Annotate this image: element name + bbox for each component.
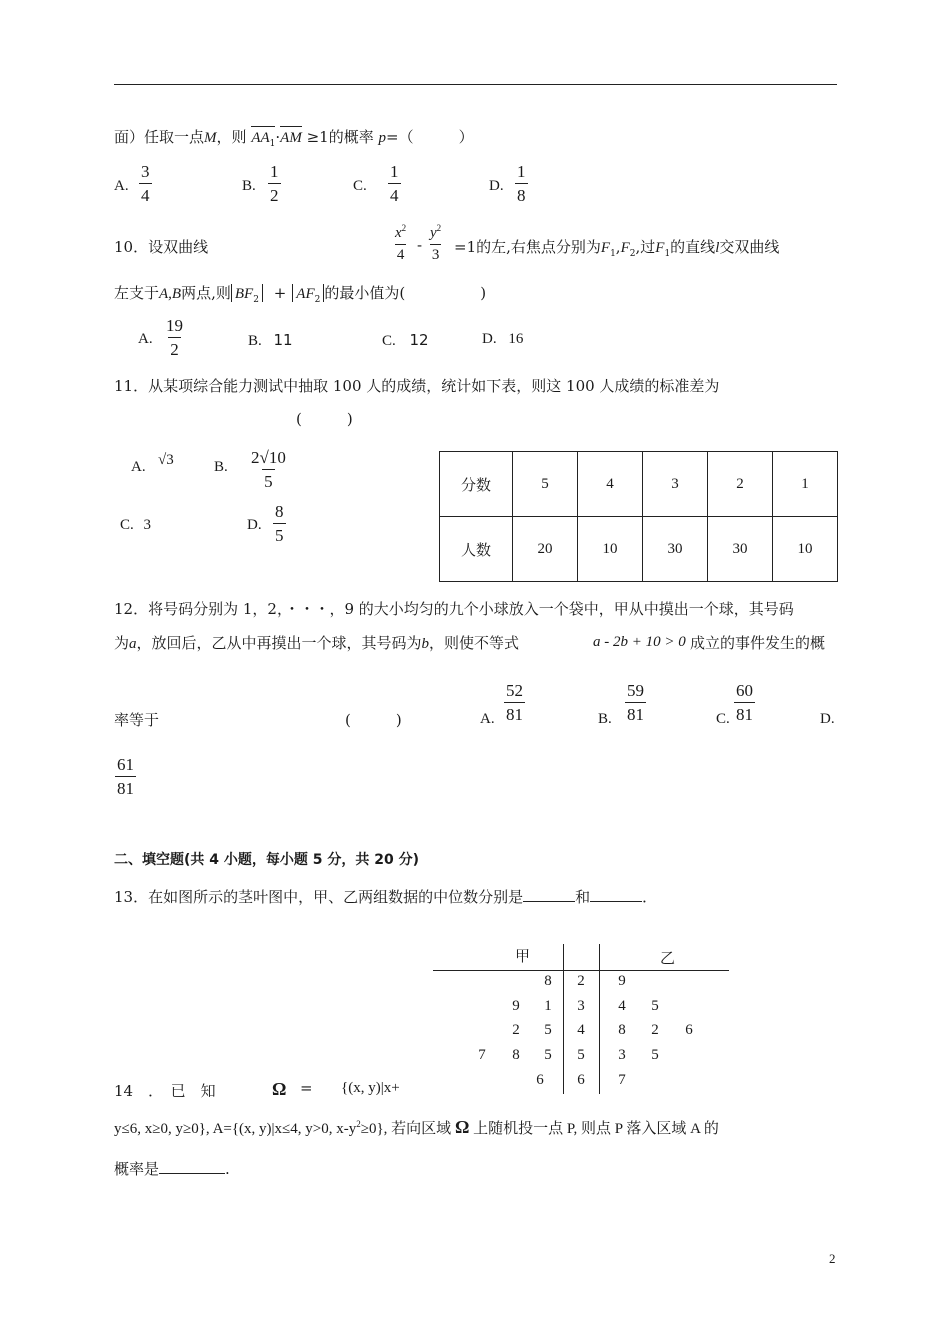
- stem: 5: [577, 1047, 585, 1063]
- q9-opt-b-label: B.: [242, 178, 256, 194]
- q12-opt-b-label: B.: [598, 711, 612, 727]
- q10-opt-a-label: A.: [138, 331, 153, 347]
- leaf-jia: 8: [544, 973, 552, 989]
- page-number: 2: [829, 1251, 836, 1266]
- leaf-yi: 2: [651, 1022, 659, 1038]
- leaf-yi: 5: [651, 1047, 659, 1063]
- q9-text-b: ，则: [216, 128, 247, 146]
- q9-paren: =（ ）: [386, 128, 474, 146]
- q11-opt-d-label: D.: [247, 517, 262, 533]
- q11-score-table: [439, 451, 838, 582]
- q9-ineq: ≥1: [306, 128, 329, 146]
- stem: 2: [577, 973, 585, 989]
- q11-text: 11．从某项综合能力测试中抽取 100 人的成绩，统计如下表，则这 100 人成绩的标准差为: [114, 377, 720, 395]
- table-cell: 10: [578, 517, 643, 582]
- q11-opt-a-val: √3: [158, 452, 174, 468]
- q10-line1-rest: =1的左,右焦点分别为$F_1,F_2$,过$F_1$的直线l交双曲线: [454, 238, 780, 259]
- q14-set-start: {(x, y)|x+: [341, 1080, 400, 1096]
- leaf-jia: 9: [512, 998, 520, 1014]
- q9-text-c: 的概率: [328, 128, 374, 146]
- q10-abs-bf2: $BF_2$: [231, 284, 263, 302]
- q9-opt-b-frac: $\frac{1}{2}$: [270, 162, 279, 205]
- header-rule: [114, 84, 837, 85]
- q9-vector-aa1: $AA_1$: [251, 126, 275, 149]
- leaf-yi: 7: [618, 1072, 626, 1088]
- q13-blank-1[interactable]: [523, 901, 575, 902]
- q10-abs-af2: $AF_2$: [292, 284, 324, 302]
- q12-opt-a-frac: $\frac{52}{81}$: [506, 681, 523, 724]
- table-row: [440, 517, 838, 582]
- q10-line2: 左支于A,B两点,则 $BF_2 + AF_2$ 的最小值为( ): [114, 284, 487, 305]
- table-cell: 1: [773, 452, 838, 517]
- table-cell: 10: [773, 517, 838, 582]
- table-cell: 5: [513, 452, 578, 517]
- q14-lead: 14 ． 已 知: [114, 1082, 216, 1100]
- q12-line2-end: 成立的事件发生的概: [690, 634, 826, 652]
- q14-line3: 概率是 .: [114, 1160, 230, 1178]
- q9-dot: ·: [275, 128, 281, 146]
- stem-leaf-yi-header: 乙: [660, 949, 676, 967]
- leaf-jia: 7: [478, 1047, 486, 1063]
- table-cell: 4: [578, 452, 643, 517]
- q9-vector-am: AM: [280, 126, 302, 147]
- q14-eq: =: [300, 1079, 313, 1097]
- stem: 3: [577, 998, 585, 1014]
- leaf-jia: 6: [536, 1072, 544, 1088]
- q12-line2: 为a，放回后，乙从中再摸出一个球，其号码为b，则使不等式: [114, 634, 520, 652]
- q11-opt-a-label: A.: [131, 459, 146, 475]
- stem: 4: [577, 1022, 585, 1038]
- leaf-jia: 8: [512, 1047, 520, 1063]
- q10-opt-a-frac: $\frac{19}{2}$: [166, 316, 183, 359]
- q12-inequality: a - 2b + 10 > 0: [593, 634, 686, 650]
- table-cell: 3: [643, 452, 708, 517]
- q10-prefix: 10．设双曲线: [114, 238, 209, 256]
- q12-paren: ( ): [345, 711, 402, 729]
- stem-leaf-divider-left: [563, 944, 564, 1094]
- q10-opt-d: D. 16: [482, 331, 524, 347]
- q10-y-frac: $\frac{y^2}{3}$: [430, 223, 442, 263]
- section-2-heading: 二、填空题(共 4 小题，每小题 5 分，共 20 分): [114, 852, 420, 868]
- q9-var-m: M: [204, 130, 217, 146]
- leaf-jia: 2: [512, 1022, 520, 1038]
- table-cell: 2: [708, 452, 773, 517]
- q12-opt-b-frac: $\frac{59}{81}$: [627, 681, 644, 724]
- table-cell: 分数: [440, 452, 513, 517]
- q11-paren: ( ): [296, 410, 353, 428]
- q11-opt-d-frac: $\frac{8}{5}$: [275, 502, 284, 545]
- q12-opt-d-frac: $\frac{61}{81}$: [117, 755, 134, 798]
- q13-text: 13．在如图所示的茎叶图中，甲、乙两组数据的中位数分别是 和 ．: [114, 888, 658, 906]
- q9-opt-d-label: D.: [489, 178, 504, 194]
- table-cell: 人数: [440, 517, 513, 582]
- table-cell: 30: [708, 517, 773, 582]
- leaf-yi: 9: [618, 973, 626, 989]
- q14-omega: Ω: [272, 1079, 287, 1099]
- q10-minus: -: [417, 236, 423, 254]
- leaf-yi: 5: [651, 998, 659, 1014]
- q11-opt-b-label: B.: [214, 459, 228, 475]
- leaf-jia: 5: [544, 1022, 552, 1038]
- q12-opt-c-frac: $\frac{60}{81}$: [736, 681, 753, 724]
- stem-leaf-header-rule: [433, 970, 729, 971]
- q9-var-p: p: [378, 130, 387, 146]
- table-cell: 30: [643, 517, 708, 582]
- q9-text-a: 面）任取一点: [114, 128, 205, 146]
- q12-opt-a-label: A.: [480, 711, 495, 727]
- stem-leaf-divider-right: [599, 944, 600, 1094]
- q9-opt-d-frac: $\frac{1}{8}$: [517, 162, 526, 205]
- q14-line2: y≤6, x≥0, y≥0}, A={(x, y)|x≤4, y>0, $x-y^2\ge 0$}, 若向区域 Ω 上随机投一点 P, 则点 P 落入区域 A 的: [114, 1117, 719, 1137]
- table-cell: 20: [513, 517, 578, 582]
- leaf-yi: 3: [618, 1047, 626, 1063]
- q9-opt-a-frac: $\frac{3}{4}$: [141, 162, 150, 205]
- q12-line1: 12．将号码分别为 1，2，・・・，9 的大小均匀的九个小球放入一个袋中，甲从中摸出一个球，其号码: [114, 600, 794, 618]
- q10-opt-c: C. 12: [382, 331, 429, 349]
- leaf-yi: 8: [618, 1022, 626, 1038]
- leaf-yi: 4: [618, 998, 626, 1014]
- q9-opt-c-frac: $\frac{1}{4}$: [390, 162, 399, 205]
- leaf-jia: 5: [544, 1047, 552, 1063]
- q11-opt-b-frac: $\frac{2√10}{5}$: [251, 448, 286, 491]
- q9-opt-a-label: A.: [114, 178, 129, 194]
- q12-opt-c-label: C.: [716, 711, 730, 727]
- q10-opt-b: B. 11: [248, 331, 293, 349]
- leaf-yi: 6: [685, 1022, 693, 1038]
- q12-opt-d-label: D.: [820, 711, 835, 727]
- q14-blank[interactable]: [159, 1173, 225, 1174]
- q12-line3: 率等于: [114, 711, 160, 729]
- leaf-jia: 1: [544, 998, 552, 1014]
- q11-opt-c: C. 3: [120, 517, 152, 533]
- q10-x-frac: $\frac{x^2}{4}$: [395, 223, 407, 263]
- table-row: [440, 452, 838, 517]
- q13-blank-2[interactable]: [590, 901, 642, 902]
- q9-opt-c-label: C.: [353, 178, 367, 194]
- stem: 6: [577, 1072, 585, 1088]
- stem-leaf-jia-header: 甲: [515, 947, 531, 965]
- q9-line: [114, 126, 474, 149]
